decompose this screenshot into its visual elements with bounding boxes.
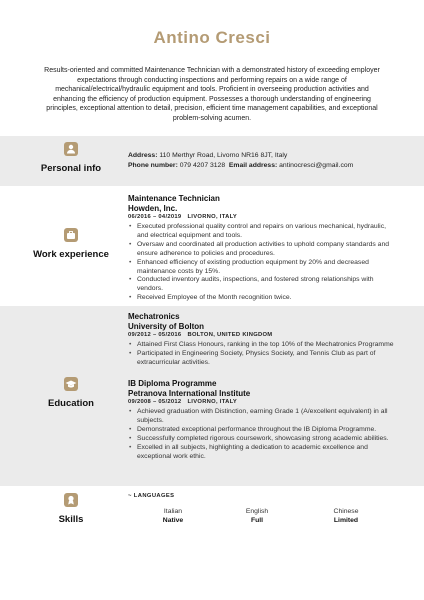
skills-body (128, 493, 398, 533)
list-item: • Excelled in all subjects, highlighting a dedication to academic excellence and exceptional work ethic. (128, 444, 398, 462)
skills-section (0, 486, 424, 546)
education-bullets (128, 408, 398, 461)
language-item (128, 507, 218, 525)
language-name: Italian (163, 508, 183, 515)
job-company: Howden, Inc. (128, 203, 178, 213)
language-item (301, 507, 391, 525)
language-level: Full (250, 517, 264, 524)
language-level: Limited (333, 517, 359, 524)
job-bullets (128, 223, 398, 303)
languages-heading: ~ LANGUAGES (128, 493, 175, 499)
award-icon (64, 493, 78, 507)
education-dates: 09/2012 – 05/2016 (128, 332, 182, 338)
address-label: Address: (128, 152, 158, 159)
job-entry (128, 194, 398, 303)
contact-row (128, 161, 398, 171)
personal-info-body (128, 151, 398, 170)
education-dates: 09/2008 – 05/2012 (128, 399, 182, 405)
education-entry-2 (128, 379, 398, 461)
personal-info-section (0, 136, 424, 186)
briefcase-icon (64, 228, 78, 242)
work-experience-section (0, 186, 424, 306)
list-item: • Achieved graduation with Distinction, earning Grade 1 (A/excellent equivalent) in all subjects. (128, 408, 398, 426)
language-level: Native (162, 517, 184, 524)
profile-summary: Results-oriented and committed Maintenance Technician with a demonstrated history of exceeding employer expectations through conducting inspections and performing repairs on a wide range of mechanical/electrical/hydraulic equipment and tools. Proficient in overseeing production activities and enhancing the efficiency of production equipment. Possesses a thorough understanding of engineering principles, exceptional attention to detail, precision, efficient time management capabilities, and exceptional problem-solving acumen. (44, 67, 380, 122)
email-label: Email address: (228, 161, 278, 169)
phone-label: Phone number: (128, 161, 178, 169)
list-item: • Demonstrated exceptional performance throughout the IB Diploma Programme. (128, 426, 398, 435)
email-value: antinocresci@gmail.com (279, 161, 354, 169)
education-title: Education (48, 398, 94, 409)
education-bullets (128, 341, 398, 368)
education-meta (128, 331, 398, 340)
degree-title: IB Diploma Programme (128, 379, 217, 388)
education-entry-1 (128, 312, 398, 368)
education-location: LIVORNO, ITALY (187, 399, 238, 405)
address-value: 110 Merthyr Road, Livorno NR16 8JT, Italy (159, 152, 288, 159)
list-item: • Enhanced efficiency of existing production equipment by 20% and decreased maintenance costs by 15%. (128, 259, 398, 277)
language-item (212, 507, 302, 525)
list-item: • Successfully completed rigorous coursework, showcasing strong academic abilities. (128, 435, 398, 444)
candidate-name: Antino Cresci (153, 28, 271, 47)
language-name: Chinese (333, 508, 359, 515)
work-experience-title: Work experience (33, 249, 109, 260)
list-item: • Received Employee of the Month recognition twice. (128, 294, 398, 303)
school-name: Petranova International Institute (128, 388, 251, 398)
job-role: Maintenance Technician (128, 194, 220, 203)
language-name: English (245, 508, 269, 515)
education-meta (128, 398, 398, 407)
list-item: • Conducted inventory audits, inspections, and fostered strong relationships with vendors. (128, 276, 398, 294)
job-dates: 06/2016 – 04/2019 (128, 214, 182, 220)
person-icon (64, 142, 78, 156)
phone-value: 079 4207 3128 (179, 161, 226, 169)
degree-title: Mechatronics (128, 312, 180, 321)
job-location: LIVORNO, ITALY (187, 214, 238, 220)
address-row (128, 151, 398, 161)
education-section (0, 306, 424, 486)
personal-info-title: Personal info (40, 163, 102, 174)
job-meta (128, 213, 398, 222)
list-item: • Oversaw and coordinated all production activities to uphold company standards and ensure adherence to policies and procedures. (128, 241, 398, 259)
education-location: BOLTON, UNITED KINGDOM (187, 332, 273, 338)
graduation-cap-icon (64, 377, 78, 391)
list-item: • Executed professional quality control and repairs on various mechanical, hydraulic, and electrical equipment and tools. (128, 223, 398, 241)
skills-title: Skills (58, 514, 84, 525)
list-item: • Attained First Class Honours, ranking in the top 10% of the Mechatronics Programme (128, 341, 398, 350)
school-name: University of Bolton (128, 321, 205, 331)
list-item: • Participated in Engineering Society, Physics Society, and Tennis Club as part of extracurricular activities. (128, 350, 398, 368)
